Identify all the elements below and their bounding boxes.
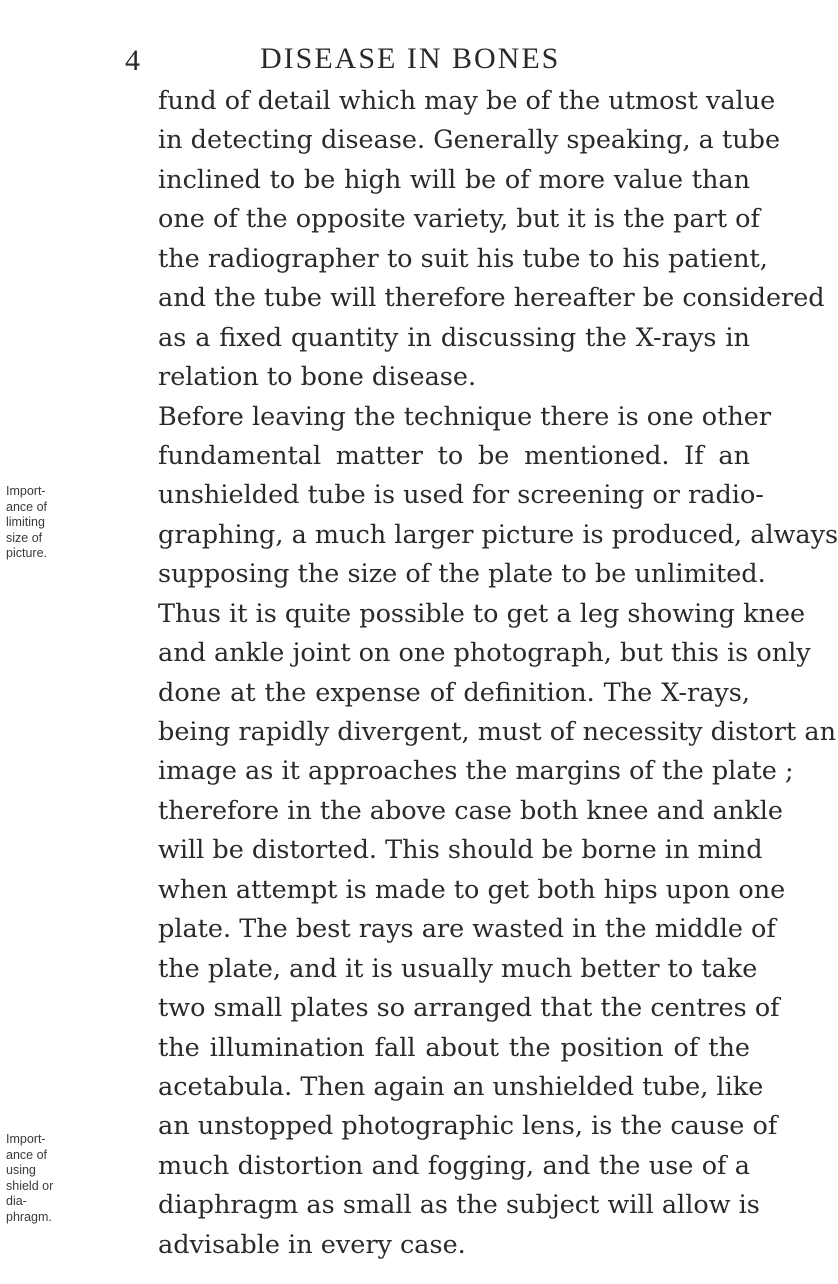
running-title: DISEASE IN BONES — [260, 42, 561, 75]
margin-note-line: ance of — [6, 499, 48, 514]
text-line: when attempt is made to get both hips upon one — [158, 874, 786, 905]
text-line: plate. The best rays are wasted in the middle of — [158, 914, 776, 945]
text-line: advisable in every case. — [158, 1229, 466, 1260]
text-line: relation to bone disease. — [158, 362, 477, 393]
margin-note-shield-diaphragm — [6, 1132, 116, 1225]
text-line: one of the opposite variety, but it is the part of — [158, 204, 760, 235]
page-header — [0, 40, 800, 80]
margin-note-line: phragm. — [6, 1209, 52, 1224]
text-line: Before leaving the technique there is one other — [158, 401, 772, 432]
text-line: inclined to be high will be of more value than — [158, 164, 750, 195]
text-line: two small plates so arranged that the centres of — [158, 993, 780, 1024]
text-line: graphing, a much larger picture is produced, always — [158, 519, 838, 550]
page-number: 4 — [125, 44, 140, 77]
text-line: fund of detail which may be of the utmost value — [158, 86, 776, 116]
margin-note-line: limiting — [6, 515, 45, 529]
margin-note-line: picture. — [6, 546, 47, 560]
text-line: and the tube will therefore hereafter be considered — [158, 283, 825, 314]
margin-note-line: Import- — [6, 1132, 46, 1146]
text-line: fundamental matter to be mentioned. If an — [158, 440, 750, 471]
text-line: in detecting disease. Generally speaking, a tube — [158, 125, 781, 156]
margin-note-line: using — [6, 1163, 36, 1177]
text-line: the radiographer to suit his tube to his patient, — [158, 243, 768, 274]
margin-note-line: dia- — [6, 1194, 27, 1208]
text-line: much distortion and fogging, and the use of a — [158, 1150, 750, 1181]
text-line: and ankle joint on one photograph, but this is only — [158, 638, 811, 669]
text-line: the illumination fall about the position of the — [158, 1032, 750, 1063]
text-line: therefore in the above case both knee and ankle — [158, 795, 784, 826]
margin-note-line: shield or — [6, 1178, 54, 1193]
text-line: image as it approaches the margins of the plate ; — [158, 756, 794, 787]
text-line: done at the expense of definition. The X-rays, — [158, 677, 750, 708]
text-line: will be distorted. This should be borne in mind — [158, 835, 763, 866]
text-line: Thus it is quite possible to get a leg showing knee — [158, 598, 806, 629]
body-text — [158, 82, 838, 1265]
text-line: as a fixed quantity in discussing the X-rays in — [158, 322, 750, 353]
text-line: acetabula. Then again an unshielded tube, like — [158, 1071, 764, 1102]
text-line: an unstopped photographic lens, is the cause of — [158, 1111, 778, 1142]
margin-note-line: ance of — [6, 1147, 48, 1162]
margin-note-line: Import- — [6, 484, 46, 498]
text-line: being rapidly divergent, must of necessity distort an — [158, 717, 836, 747]
margin-note-line: size of — [6, 530, 43, 545]
text-line: unshielded tube is used for screening or radio- — [158, 480, 764, 511]
margin-note-limiting-size — [6, 484, 116, 562]
text-line: the plate, and it is usually much better to take — [158, 953, 758, 984]
text-line: supposing the size of the plate to be unlimited. — [158, 559, 766, 590]
text-line: diaphragm as small as the subject will allow is — [158, 1190, 760, 1221]
